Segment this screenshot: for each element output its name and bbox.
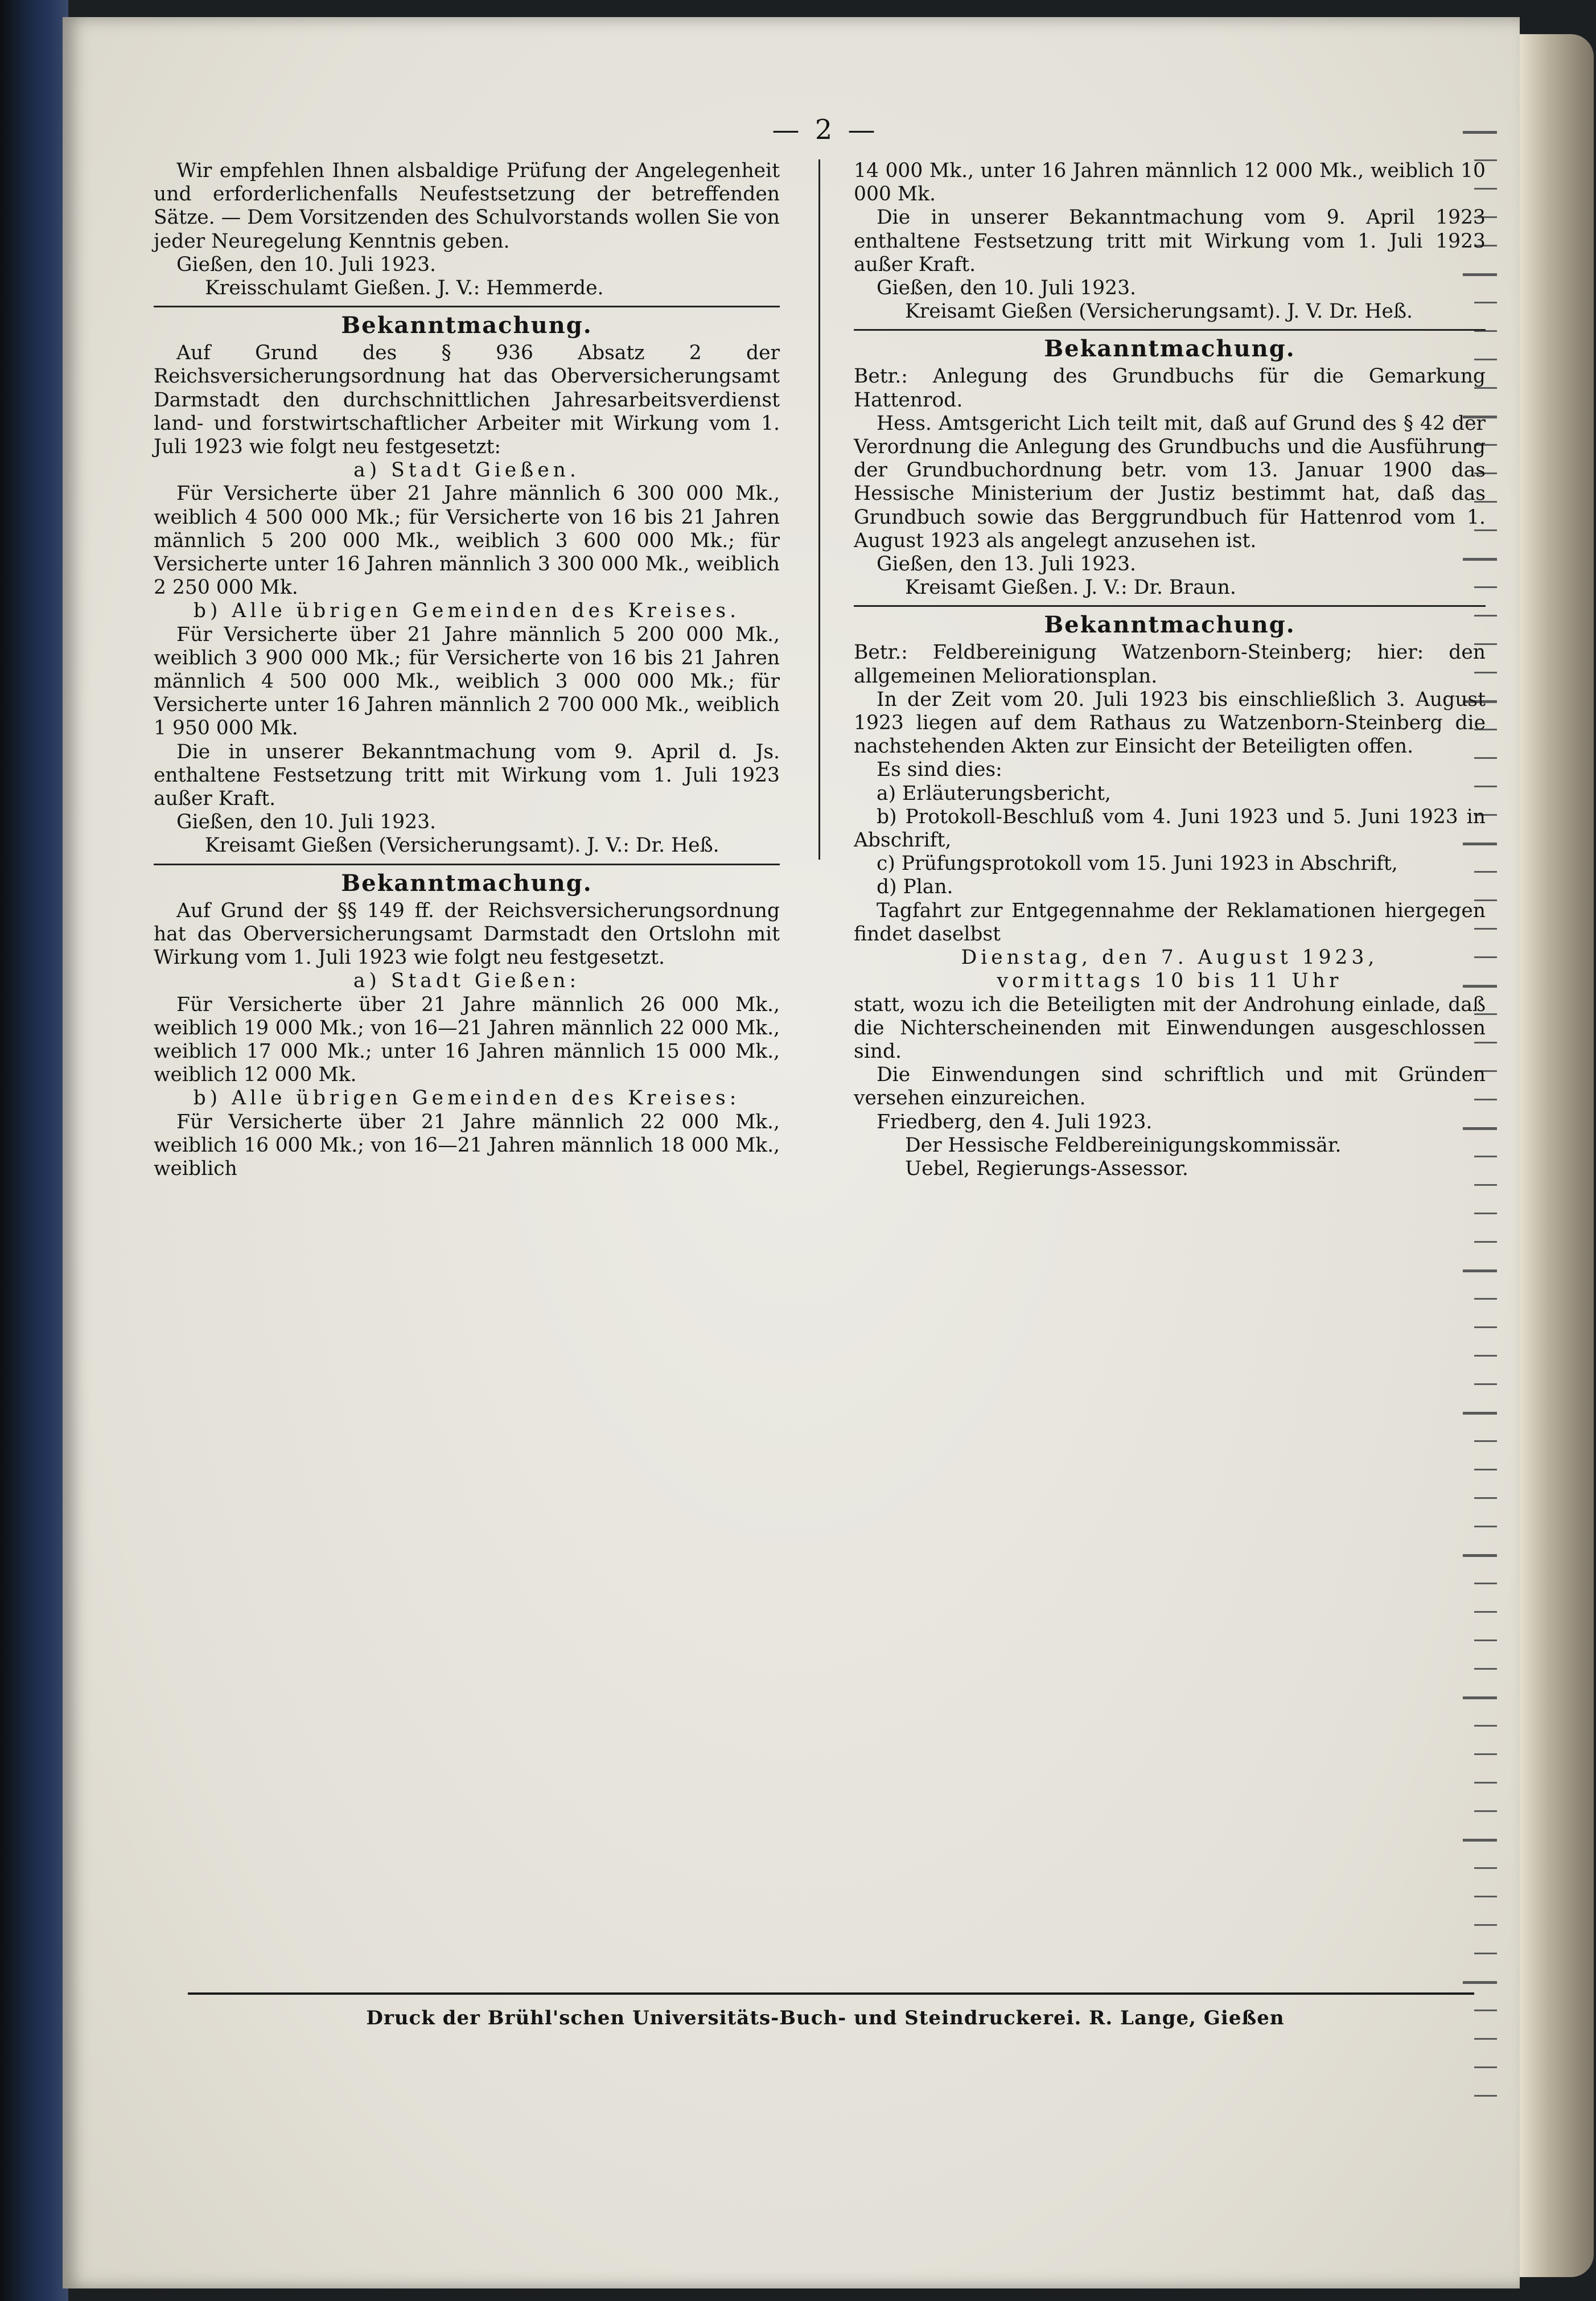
notice-1-a: a) Stadt Gießen.	[353, 459, 580, 482]
continued-signature: Kreisamt Gießen (Versicherungsamt). J. V. Dr. Heß.	[905, 300, 1413, 323]
notice-3-date: Gießen, den 13. Juli 1923.	[877, 553, 1136, 576]
notice-heading-1: Bekanntmachung.	[341, 312, 593, 339]
notice-1-date: Gießen, den 10. Juli 1923.	[176, 811, 436, 834]
notice-2-b: b) Alle übrigen Gemeinden des Kreises:	[193, 1087, 741, 1110]
notice-4-subject: Betr.: Feldbereinigung Watzenborn-Steinberg; hier: den allgemeinen Meliorationsplan.	[854, 641, 1486, 688]
list-item: c) Prüfungsprotokoll vom 15. Juni 1923 in Abschrift,	[877, 852, 1398, 876]
notice-3-signature: Kreisamt Gießen. J. V.: Dr. Braun.	[905, 576, 1236, 599]
notice-heading-3: Bekanntmachung.	[1044, 335, 1295, 363]
notice-1-b: b) Alle übrigen Gemeinden des Kreises.	[193, 599, 741, 623]
notice-1-note: Die in unserer Bekanntmachung vom 9. April d. Js. enthaltene Festsetzung tritt mit Wirkung vom 1. Juli 1923 außer Kraft.	[154, 740, 780, 811]
notice-3-text: Hess. Amtsgericht Lich teilt mit, daß auf Grund des § 42 der Verordnung die Anlegung des Grundbuchs und die Ausführung der Grundbuchordnung betr. vom 13. Januar 1900 das Hessische Ministerium der Justiz bestimmt hat, daß das Grundbuch sowie das Berggrundbuch für Hattenrod vom 1. August 1923 als angelegt anzusehen ist.	[854, 412, 1486, 552]
notice-4-einwendungen: Die Einwendungen sind schriftlich und mit Gründen versehen einzureichen.	[854, 1063, 1486, 1110]
list-item: b) Protokoll-Beschluß vom 4. Juni 1923 und 5. Juni 1923 in Abschrift,	[854, 805, 1486, 852]
notice-1-b-text: Für Versicherte über 21 Jahre männlich 5 200 000 Mk., weiblich 3 900 000 Mk.; für Versicherte von 16 bis 21 Jahren männlich 4 500 000 Mk., weiblich 3 000 000 Mk.; für Versicherte unter 16 Jahren männlich 2 700 000 Mk., weiblich 1 950 000 Mk.	[154, 623, 780, 740]
notice-4-statt: statt, wozu ich die Beteiligten mit der Androhung einlade, daß die Nichterscheinenden mit Einwendungen ausgeschlossen sind.	[854, 993, 1486, 1063]
page-number: — 2 —	[772, 114, 879, 146]
section-divider	[854, 329, 1486, 331]
notice-4-list-intro: Es sind dies:	[877, 758, 1002, 782]
show-through-text	[154, 1104, 1497, 1958]
left-column	[154, 159, 780, 1181]
intro-signature: Kreisschulamt Gießen. J. V.: Hemmerde.	[205, 277, 604, 300]
section-divider	[854, 605, 1486, 607]
notice-4-date-line: Dienstag, den 7. August 1923,	[961, 946, 1379, 969]
notice-heading-2: Bekanntmachung.	[341, 869, 593, 897]
notice-2-text: Auf Grund der §§ 149 ff. der Reichsversicherungsordnung hat das Oberversicherungsamt Darmstadt den Ortslohn mit Wirkung vom 1. Juli 1923 wie folgt neu festgesetzt.	[154, 899, 780, 969]
notice-4-tagfahrt: Tagfahrt zur Entgegennahme der Reklamationen hiergegen findet daselbst	[854, 899, 1486, 946]
column-divider	[818, 159, 820, 860]
notice-2-b-text: Für Versicherte über 21 Jahre männlich 22 000 Mk., weiblich 16 000 Mk.; von 16—21 Jahren männlich 18 000 Mk., weiblich	[154, 1110, 780, 1180]
notice-1-a-text: Für Versicherte über 21 Jahre männlich 6 300 000 Mk., weiblich 4 500 000 Mk.; für Versicherte von 16 bis 21 Jahren männlich 5 200 000 Mk., weiblich 3 600 000 Mk.; für Versicherte unter 16 Jahren männlich 3 300 000 Mk., weiblich 2 250 000 Mk.	[154, 482, 780, 599]
list-item: a) Erläuterungsbericht,	[877, 782, 1111, 805]
printer-imprint: Druck der Brühl'schen Universitäts-Buch- und Steindruckerei. R. Lange, Gießen	[366, 2007, 1285, 2029]
section-divider	[154, 306, 780, 307]
footer-divider	[188, 1992, 1474, 1995]
notice-4-time-line: vormittags 10 bis 11 Uhr	[997, 969, 1343, 993]
notice-2-a-text: Für Versicherte über 21 Jahre männlich 26 000 Mk., weiblich 19 000 Mk.; von 16—21 Jahren männlich 22 000 Mk., weiblich 17 000 Mk.; unter 16 Jahren männlich 15 000 Mk., weiblich 12 000 Mk.	[154, 993, 780, 1087]
book-binding	[0, 0, 68, 2301]
continued-date: Gießen, den 10. Juli 1923.	[877, 277, 1136, 300]
newspaper-page	[63, 17, 1520, 2288]
notice-2-a: a) Stadt Gießen:	[353, 969, 581, 993]
section-divider	[154, 864, 780, 865]
notice-heading-4: Bekanntmachung.	[1044, 611, 1295, 639]
notice-4-signature-office: Der Hessische Feldbereinigungskommissär.	[905, 1133, 1342, 1157]
continued-text: 14 000 Mk., unter 16 Jahren männlich 12 000 Mk., weiblich 10 000 Mk.	[854, 159, 1486, 206]
notice-4-text: In der Zeit vom 20. Juli 1923 bis einschließlich 3. August 1923 liegen auf dem Rathaus zu Watzenborn-Steinberg die nachstehenden Akten zur Einsicht der Beteiligten offen.	[854, 688, 1486, 758]
notice-4-date: Friedberg, den 4. Juli 1923.	[877, 1110, 1153, 1133]
notice-1-signature: Kreisamt Gießen (Versicherungsamt). J. V.: Dr. Heß.	[205, 834, 719, 857]
right-column	[854, 159, 1486, 1181]
list-item: d) Plan.	[877, 876, 953, 899]
notice-3-subject: Betr.: Anlegung des Grundbuchs für die Gemarkung Hattenrod.	[854, 365, 1486, 412]
notice-4-signature-name: Uebel, Regierungs-Assessor.	[905, 1157, 1188, 1180]
intro-text: Wir empfehlen Ihnen alsbaldige Prüfung der Angelegenheit und erforderlichenfalls Neufestsetzung der betreffenden Sätze. — Dem Vorsitzenden des Schulvorstands wollen Sie von jeder Neuregelung Kenntnis geben.	[154, 159, 780, 253]
notice-1-text: Auf Grund des § 936 Absatz 2 der Reichsversicherungsordnung hat das Oberversicherungsamt Darmstadt den durchschnittlichen Jahresarbeitsverdienst land- und forstwirtschaftlicher Arbeiter mit Wirkung vom 1. Juli 1923 wie folgt neu festgesetzt:	[154, 342, 780, 459]
page-content	[154, 17, 1497, 2288]
intro-date: Gießen, den 10. Juli 1923.	[176, 253, 436, 276]
continued-note: Die in unserer Bekanntmachung vom 9. April 1923 enthaltene Festsetzung tritt mit Wirkung vom 1. Juli 1923 außer Kraft.	[854, 206, 1486, 276]
